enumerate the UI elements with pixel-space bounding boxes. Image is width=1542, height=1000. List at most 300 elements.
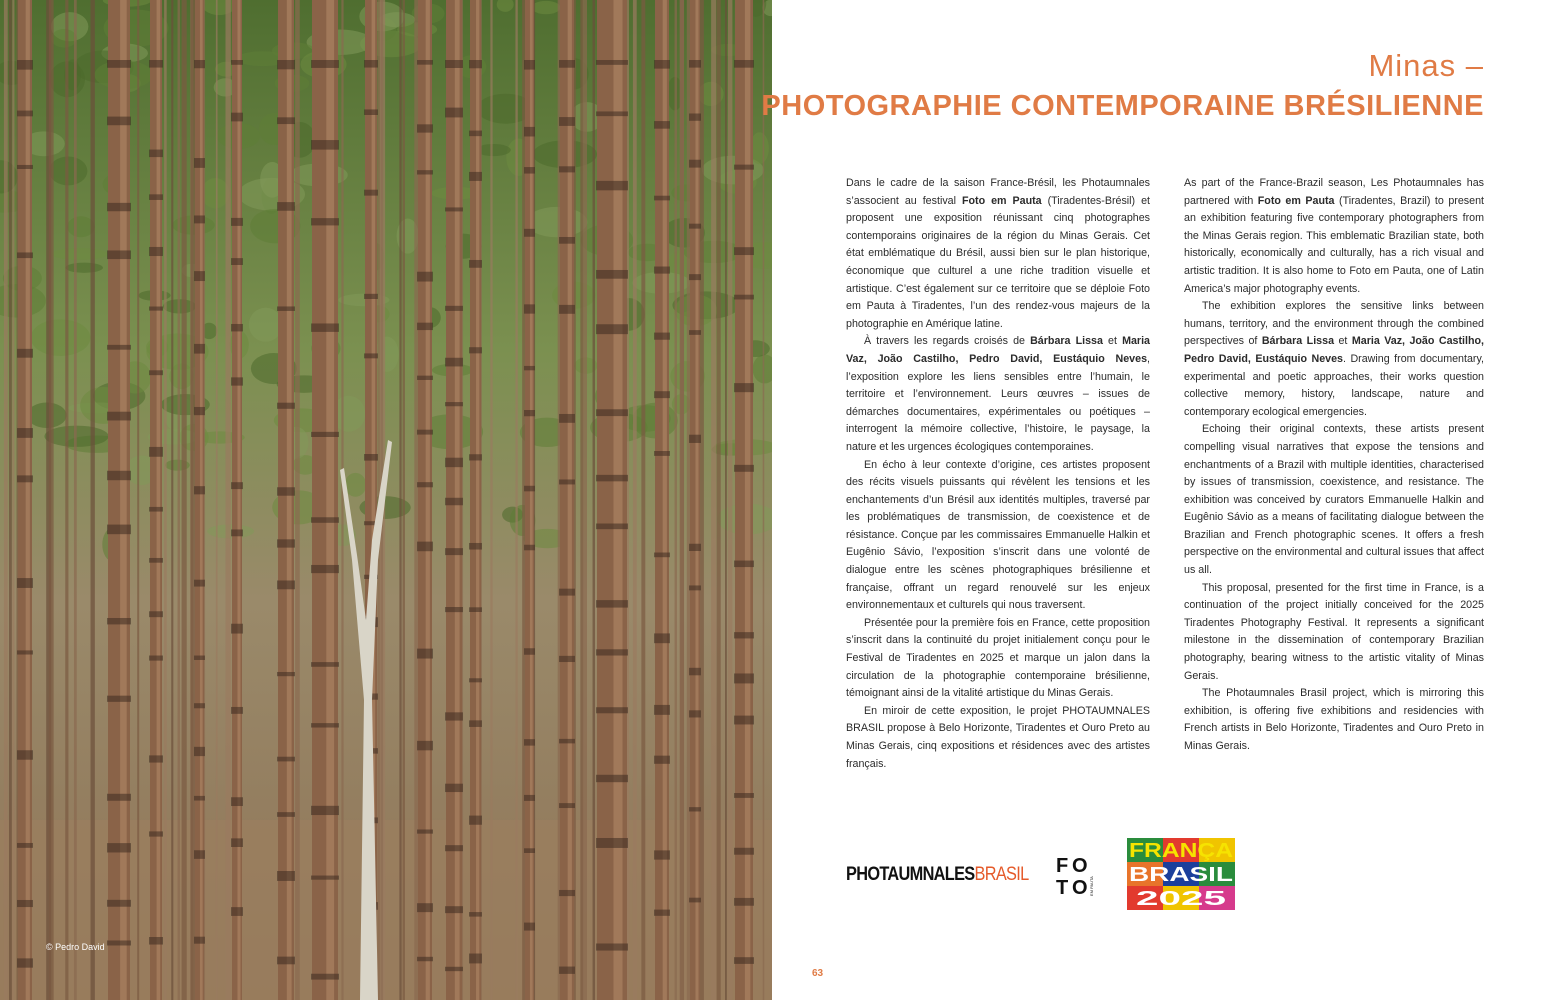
bark-knot [654,850,670,859]
bark-knot [734,793,754,798]
bark-knot [231,324,243,331]
bark-knot [734,673,754,683]
foto-letter-f: F [1056,855,1069,877]
bark-knot [524,648,535,654]
bark-knot [596,60,628,65]
bark-knot [17,750,33,759]
trunk-highlight [614,0,623,1000]
bark-knot [417,829,433,833]
bark-knot [17,349,33,358]
bark-knot [364,454,378,461]
bark-knot [654,267,670,274]
bark-knot [559,414,575,423]
bark-knot [17,428,33,438]
bark-knot [445,784,463,792]
bark-knot [469,678,482,682]
bark-knot [596,270,628,279]
bark-knot [445,967,463,971]
bark-knot [445,712,463,720]
bark-knot [469,347,482,353]
tree-trunk [9,0,12,1000]
bark-knot [469,607,482,612]
bark-knot [417,741,433,750]
bark-knot [107,525,131,535]
en-paragraph-4: This proposal, presented for the first time in France, is a continuation of the project initially conceived for the 2025 Tiradentes Photography Festival. It represents a significant milestone in the dissemination of contemporary Brazilian photography, bearing witness to the artistic vitality of Minas Gerais. [1184,581,1484,682]
bark-knot [596,324,628,334]
bark-knot [469,131,482,137]
bark-knot [17,958,33,967]
bark-knot [596,600,628,607]
tree-trunk [341,0,343,1000]
bark-knot [469,816,482,825]
bark-knot [524,366,535,370]
bark-knot [734,165,754,170]
trunk-highlight [200,0,203,1000]
bark-knot [364,60,378,68]
tree-trunk [91,0,95,1000]
bark-knot [149,755,163,762]
bark-knot [734,716,754,725]
franca-brasil-2025-logo [1127,838,1235,910]
tree-trunk [403,0,405,1000]
bark-knot [311,517,339,523]
tree-trunk [12,0,14,1000]
bark-knot [654,756,670,764]
trunk-highlight [238,0,241,1000]
bark-knot [445,548,463,555]
photaumnales-logo-text: PHOTAUMNALES [846,864,975,885]
tree-trunk [216,0,218,1000]
bark-knot [417,170,433,174]
bark-knot [596,111,628,116]
bark-knot [469,260,482,268]
bark-knot [417,903,433,912]
bark-knot [596,943,628,950]
bark-knot [559,117,575,126]
bark-knot [149,611,163,617]
bark-knot [524,167,535,174]
bark-knot [194,656,205,660]
bark-knot [149,558,163,563]
bark-knot [194,215,205,223]
bark-knot [469,720,482,727]
bark-knot [194,344,205,354]
bark-knot [231,218,243,226]
bark-knot [689,274,701,280]
bark-knot [277,539,295,547]
bark-knot [194,850,205,859]
en-paragraph-5: The Photaumnales Brasil project, which is mirroring this exhibition, is offering five exhibitions and residencies with French artists in Belo Horizonte, Tiradentes and Ouro Preto in Minas Gerais. [1184,687,1484,752]
bark-knot [734,957,754,964]
tree-trunk [171,0,173,1000]
bark-knot [734,383,754,392]
bark-knot [734,295,754,300]
bark-knot [149,247,163,256]
bark-knot [524,60,535,70]
bark-knot [654,705,670,715]
bark-knot [231,907,243,916]
en-paragraph-3: Echoing their original contexts, these artists present compelling visual narratives that expose the tensions and enchantments of a Brazil with multiple identities, characterised by issues of transmission, coexistence, and resistance. The exhibition was conceived by curators Emmanuelle Halkin and Eugênio Sávio as a means of facilitating dialogue between the Brazilian and French photographic scenes. It offers a fresh perspective on the environmental and cultural issues that affect us all. [1184,423,1484,577]
bark-knot [445,906,463,913]
bark-knot [689,330,701,335]
bark-knot [194,271,205,281]
bark-knot [194,158,205,168]
page-title-line1: Minas – [1368,48,1484,83]
foliage-blob [31,319,91,356]
bark-knot [277,580,295,589]
bark-knot [231,482,243,489]
bark-knot [231,113,243,122]
bark-knot [445,358,463,367]
bark-knot [445,498,463,505]
bark-knot [107,117,131,126]
page-title-line2-text: PHOTOGRAPHIE CONTEMPORAINE BRÉSILIENNE [761,90,1484,122]
tree-trunk [164,0,167,1000]
bark-knot [149,307,163,311]
bark-knot [524,923,535,931]
bark-knot [689,435,701,443]
foto-em-pauta-logo [1054,852,1098,898]
tree-trunk [641,0,645,1000]
bark-knot [445,607,463,612]
bark-knot [417,430,433,435]
bark-knot [654,60,670,69]
bark-knot [311,218,339,225]
bark-knot [231,529,243,536]
bark-knot [689,160,701,168]
bark-knot [231,624,243,634]
bark-knot [17,650,33,654]
bark-knot [524,127,535,137]
bark-knot [277,202,295,211]
article-column-french [846,175,1150,773]
bark-knot [559,60,575,68]
bark-knot [107,940,131,945]
bark-knot [364,109,378,115]
bark-knot [231,707,243,714]
bark-knot [231,797,243,806]
bark-knot [277,871,295,881]
trunk-highlight [426,0,430,1000]
bark-knot [654,196,670,201]
bark-knot [559,803,575,808]
bark-knot [524,486,535,492]
tree-trunk [675,0,677,1000]
bark-knot [596,707,628,713]
tree-trunk [312,0,338,1000]
bark-knot [277,957,295,965]
bark-knot [689,710,701,717]
bark-knot [596,475,628,482]
bark-knot [689,585,701,590]
tree-trunk [583,0,587,1000]
bark-knot [17,578,33,588]
logo-text-franca: FRANÇA [1129,840,1233,862]
bark-knot [149,447,163,457]
bark-knot [469,454,482,460]
bark-knot [194,60,205,68]
bark-knot [149,150,163,158]
bark-knot [524,304,535,313]
bark-knot [654,121,670,129]
bark-knot [277,60,295,69]
bark-knot [654,391,670,398]
fr-paragraph-4: Présentée pour la première fois en France, cette proposition s’inscrit dans la continuité du projet initialement conçu pour le Festival de Tiradentes en 2025 et marque un jalon dans la circulation de la photographie contemporaine brésilienne, témoignant ainsi de la vitalité artistique du Minas Gerais. [846,616,1150,700]
bark-knot [311,432,339,437]
bark-knot [689,224,701,229]
trunk-highlight [663,0,667,1000]
bark-knot [734,848,754,855]
bark-knot [149,370,163,375]
bark-knot [524,739,535,745]
bark-knot [417,323,433,330]
bark-knot [277,403,295,409]
bark-knot [734,60,754,68]
bark-knot [107,60,131,68]
bark-knot [107,900,131,907]
bark-knot [654,451,670,456]
bark-knot [194,703,205,708]
bark-knot [107,696,131,702]
tree-trunk [717,0,721,1000]
bark-knot [654,333,670,340]
bark-knot [311,876,339,880]
bark-knot [194,796,205,801]
bark-knot [194,407,205,415]
bark-knot [17,60,33,70]
bark-knot [417,272,433,282]
bark-knot [194,486,205,494]
photo-credit: © Pedro David [46,942,105,952]
bark-knot [445,402,463,406]
fr-paragraph-1: Dans le cadre de la saison France-Brésil, les Photaumnales s’associent au festival Foto em Pauta (Tiradentes-Brésil) et proposent une exposition réunissant cinq photographes contemporains originaires de la région du Minas Gerais. Cet état emblématique du Brésil, aussi bien sur le plan historique, économique que culturel a une riche tradition visuelle et artistique. C’est également sur ce territoire que se déploie Foto em Pauta à Tiradentes, l’un des rendez-vous majeurs de la photographie en Amérique latine. [846,177,1150,330]
bark-knot [417,649,433,659]
bark-knot [689,668,701,676]
tree-trunk [278,0,294,1000]
trunk-highlight [26,0,30,1000]
foliage-blob [345,473,367,497]
foto-letter-o1: O [1072,855,1088,877]
bark-knot [689,807,701,811]
bark-knot [107,345,131,350]
trunk-highlight [287,0,292,1000]
bark-knot [596,524,628,530]
bark-knot [734,632,754,638]
foliage-blob [526,207,587,237]
bark-knot [417,957,433,961]
bark-knot [364,294,378,299]
trunk-highlight [326,0,334,1000]
bark-knot [445,207,463,211]
bark-knot [194,937,205,944]
bark-knot [107,250,131,259]
tree-trunk [178,0,180,1000]
tree-trunk [65,0,68,1000]
foto-em-pauta-small-text: EM PAUTA [1089,876,1094,896]
trunk-highlight [476,0,479,1000]
tree-trunk [470,0,481,1000]
bark-knot [311,323,339,331]
bark-knot [654,633,670,643]
bark-knot [689,113,701,120]
bark-knot [277,487,295,495]
bark-knot [107,203,131,211]
bark-knot [194,580,205,587]
trunk-highlight [696,0,699,1000]
bark-knot [417,542,433,552]
foliage-blob [249,308,283,342]
tree-trunk [680,0,684,1000]
tree-trunk [399,0,401,1000]
bark-knot [559,739,575,744]
bark-knot [469,912,482,917]
tree-trunk [490,0,492,1000]
bark-knot [689,60,701,68]
bark-knot [445,845,463,851]
bark-knot [417,482,433,487]
bark-knot [149,60,163,68]
en-paragraph-2: The exhibition explores the sensitive links between humans, territory, and the environment through the combined perspectives of Bárbara Lissa et Maria Vaz, João Castilho, Pedro David, Eustáquio Neves. Drawing from documentary, experimental and poetic approaches, their works question collective memory, history, landscape, nature and contemporary ecological emergencies. [1184,300,1484,418]
foliage-blob [201,178,229,209]
bark-knot [559,237,575,244]
bark-knot [445,108,463,118]
tree-trunk [593,0,595,1000]
bark-knot [689,898,701,903]
bark-knot [231,838,243,847]
bark-knot [107,794,131,801]
tree-trunk [137,0,139,1000]
tree-trunk [49,0,54,1000]
bark-knot [17,900,33,907]
bark-knot [231,60,243,65]
tree-trunk [687,0,690,1000]
bark-knot [559,479,575,484]
bark-knot [559,166,575,172]
page-title-line2 [761,90,1484,123]
bark-knot [445,458,463,467]
bark-knot [469,172,482,181]
bark-knot [559,305,575,314]
bark-knot [734,247,754,255]
bark-knot [311,662,339,667]
foto-letter-t: T [1056,877,1069,898]
bark-knot [364,190,378,196]
bark-knot [311,60,339,68]
bark-knot [524,848,535,853]
bark-knot [277,757,295,762]
bark-knot [311,140,339,150]
tree-trunk [711,0,716,1000]
bark-knot [417,124,433,132]
article-column-english [1184,175,1484,756]
tree-trunk [728,0,732,1000]
bark-knot [689,544,701,551]
bark-knot [17,252,33,258]
bark-knot [107,618,131,624]
bark-knot [559,656,575,662]
bark-knot [654,910,670,916]
bark-knot [149,194,163,200]
bark-knot [524,410,535,416]
bark-knot [17,475,33,482]
bark-knot [311,974,339,980]
bark-knot [469,60,482,68]
bark-knot [524,545,535,551]
foliage-blob [65,263,103,273]
bark-knot [311,723,339,727]
tree-trunk [74,0,77,1000]
bark-knot [277,306,295,311]
bark-knot [596,409,628,416]
bark-knot [231,377,243,385]
bark-knot [596,181,628,190]
bark-knot [445,60,463,68]
bark-knot [17,111,33,117]
trunk-highlight [568,0,572,1000]
bark-knot [149,656,163,661]
bark-knot [734,898,754,906]
bark-knot [417,60,433,65]
tree-trunk [515,0,517,1000]
bark-knot [445,306,463,311]
foto-letter-o2: O [1072,877,1088,898]
bark-knot [524,795,535,801]
bark-knot [311,806,339,815]
logo-text-2025: 2025 [1136,888,1226,910]
bark-knot [107,843,131,852]
bark-knot [17,843,33,848]
foliage-blob [532,1,561,14]
foliage-blob [52,248,107,260]
tree-trunk [225,0,230,1000]
bark-knot [559,890,575,896]
bark-knot [469,954,482,964]
brasil-logo-text: BRASIL [974,864,1029,885]
foliage-blob [51,29,77,48]
bark-knot [469,543,482,550]
en-paragraph-1: As part of the France-Brazil season, Les Photaumnales has partnered with Foto em Pauta (Tiradentes, Brazil) to present an exhibition featuring five contemporary photographers from the Minas Gerais region. This emblematic Brazilian state, both historically, economically and culturally, has a rich visual and artistic tradition. It is also home to Foto em Pauta, one of Latin America’s major photography events. [1184,177,1484,295]
bark-knot [654,553,670,558]
bark-knot [559,967,575,974]
bark-knot [596,775,628,782]
bark-knot [559,589,575,596]
bark-knot [596,649,628,655]
bark-knot [194,747,205,756]
tree-trunk [4,0,8,1000]
bark-knot [311,565,339,573]
tree-trunk [295,0,300,1000]
logo-text-brasil: BRASIL [1129,864,1233,886]
bark-knot [277,117,295,124]
fr-paragraph-2: À travers les regards croisés de Bárbara Lissa et Maria Vaz, João Castilho, Pedro David, Eustáquio Neves, l’exposition explore les liens sensibles entre l’humain, le territoire et l’environnement. Leurs œuvres – issues de démarches documentaires, expérimentales ou poétiques – interrogent la mémoire collective, l’histoire, le paysage, la nature et les urgences écologiques contemporaines. [846,335,1150,453]
fr-paragraph-5: En miroir de cette exposition, le projet PHOTAUMNALES BRASIL propose à Belo Horizonte, Tiradentes et Ouro Preto au Minas Gerais, cinq expositions et résidences avec des artistes français. [846,704,1150,770]
bark-knot [149,507,163,512]
tree-trunk [633,0,637,1000]
photaumnales-brasil-logo [846,864,1029,886]
bark-knot [734,561,754,568]
fr-paragraph-3: En écho à leur contexte d’origine, ces artistes proposent des récits visuels puissants qui révèlent les tensions et les enchantements d’un Brésil aux identités multiples, traversé par les problématiques de transmission, de coexistence et de résistance. Conçue par les commissaires Emmanuelle Halkin et Eugênio Sávio, l’exposition s’inscrit dans une volonté de dialogue entre les scènes photographiques brésilienne et française, offrant un regard renouvelé sur les enjeux environnementaux et culturels qui nous traversent. [846,458,1150,612]
bark-knot [107,412,131,421]
tree-trunk [182,0,187,1000]
tree-trunk [763,0,765,1000]
bark-knot [734,465,754,472]
bark-knot [107,471,131,480]
bark-knot [277,672,295,676]
bark-knot [17,165,33,169]
bark-knot [417,376,433,380]
bark-knot [231,258,243,265]
tree-trunk [191,0,196,1000]
